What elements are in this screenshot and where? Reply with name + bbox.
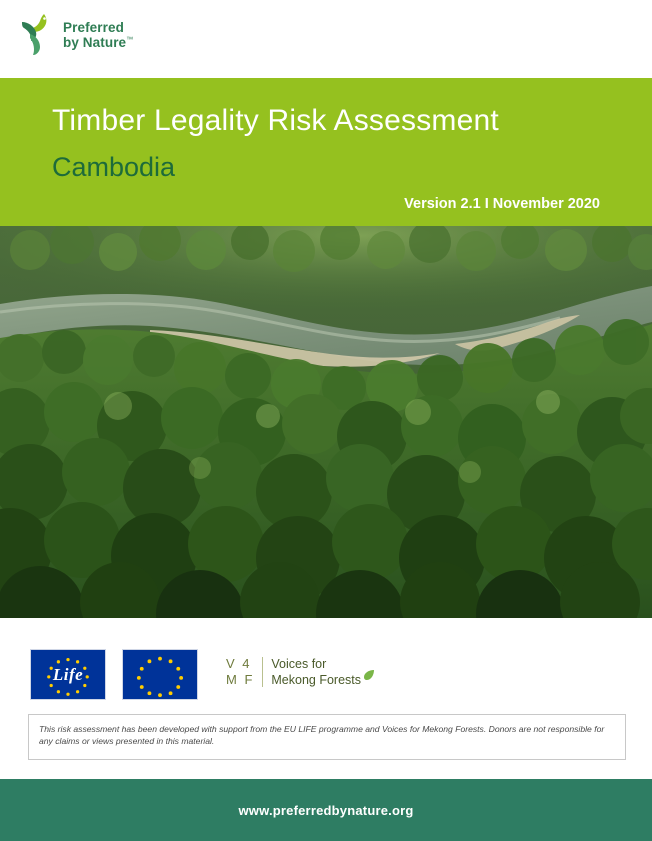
eu-flag-logo bbox=[122, 649, 198, 700]
v4mf-abbr-line-2: M F bbox=[226, 672, 255, 688]
version-label: Version 2.1 I November 2020 bbox=[404, 196, 600, 212]
v4mf-divider bbox=[262, 657, 263, 687]
preferred-by-nature-logo[interactable] bbox=[14, 12, 133, 58]
v4mf-abbreviation bbox=[226, 656, 254, 689]
v4mf-logo bbox=[226, 656, 361, 689]
life-wordmark: Life bbox=[52, 664, 84, 684]
logo-wordmark bbox=[63, 20, 133, 50]
logo-line-1: Preferred bbox=[63, 19, 124, 35]
leaf-bird-logo-icon bbox=[14, 12, 56, 58]
page-title: Timber Legality Risk Assessment bbox=[52, 104, 499, 137]
logo-trademark: ™ bbox=[126, 36, 134, 44]
footer-bar bbox=[0, 779, 652, 841]
cover-photo-illustration bbox=[0, 226, 652, 618]
disclaimer-text: This risk assessment has been developed with support from the EU LIFE programme and Voices for Mekong Forests. Donors are not responsible for any claims or views presented in this material. bbox=[39, 724, 605, 747]
website-link[interactable]: www.preferredbynature.org bbox=[238, 802, 414, 818]
v4mf-abbr-line-1: V 4 bbox=[226, 656, 252, 671]
country-subtitle: Cambodia bbox=[52, 152, 176, 182]
leaf-icon bbox=[363, 669, 375, 681]
title-band bbox=[0, 78, 652, 226]
disclaimer-box bbox=[28, 714, 626, 760]
cover-photo bbox=[0, 226, 652, 618]
logo-line-2: by Nature bbox=[63, 35, 127, 50]
v4mf-name-line-1: Voices for bbox=[271, 657, 327, 671]
eu-life-logo bbox=[30, 649, 106, 700]
donor-logos bbox=[0, 618, 652, 718]
header-logo-area bbox=[0, 0, 652, 78]
v4mf-name bbox=[271, 656, 361, 689]
eu-flag-stars-icon-2 bbox=[123, 650, 197, 699]
v4mf-name-line-2: Mekong Forests bbox=[271, 673, 362, 688]
